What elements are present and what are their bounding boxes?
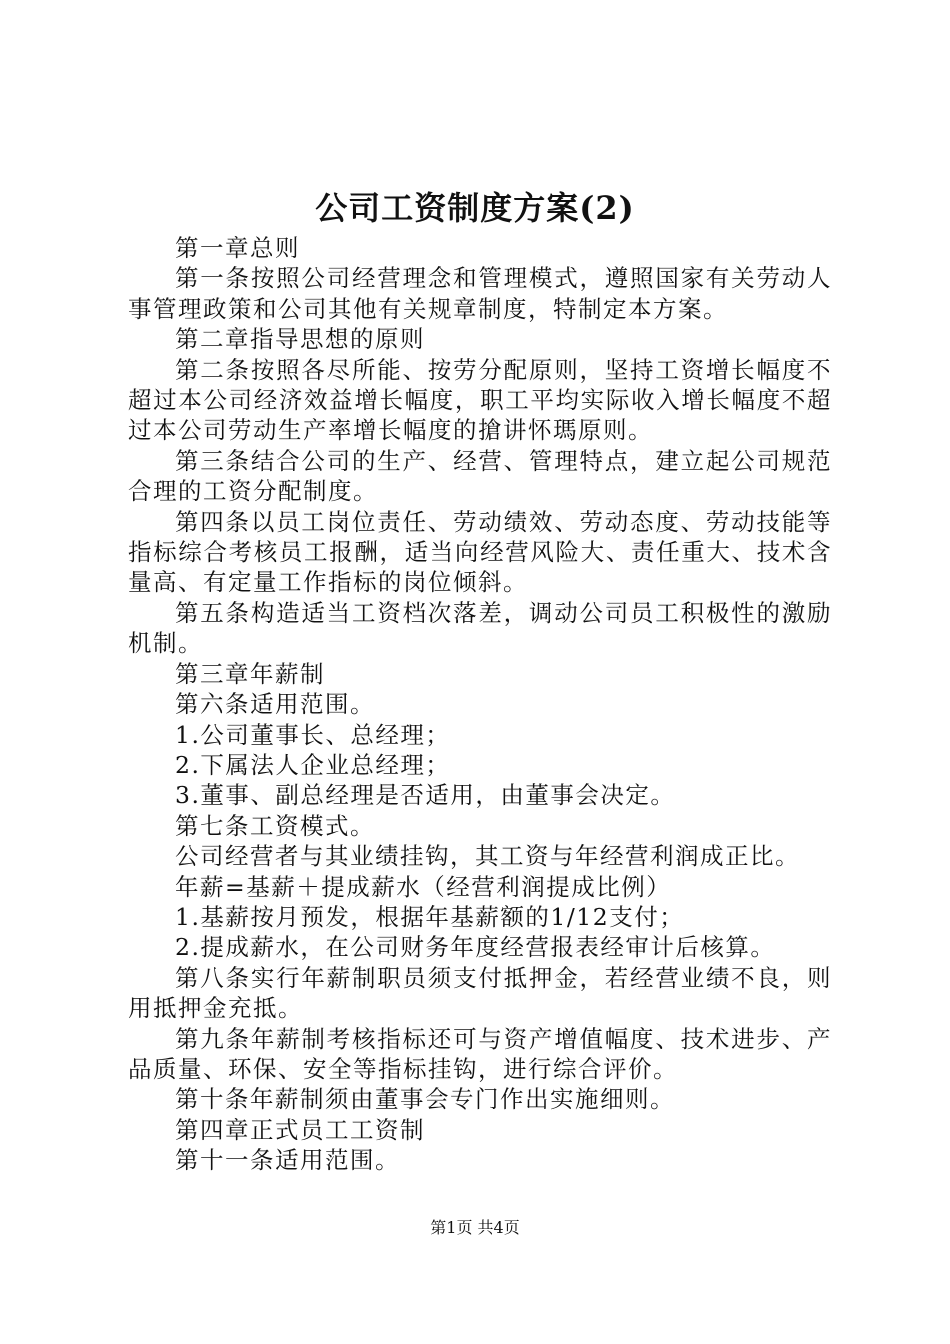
article-paragraph: 第八条实行年薪制职员须支付抵押金，若经营业绩不良，则用抵押金充抵。 xyxy=(128,963,832,1023)
body-paragraph: 公司经营者与其业绩挂钩，其工资与年经营利润成正比。 xyxy=(175,842,800,871)
page-footer: 第1页 共4页 xyxy=(430,1218,520,1237)
chapter-heading: 第四章正式员工工资制 xyxy=(175,1115,425,1144)
article-paragraph: 第五条构造适当工资档次落差，调动公司员工积极性的激励机制。 xyxy=(128,598,832,658)
list-item: 3.董事、副总经理是否适用，由董事会决定。 xyxy=(175,781,676,810)
list-item: 2.下属法人企业总经理； xyxy=(175,750,451,779)
chapter-heading: 第三章年薪制 xyxy=(175,659,325,688)
list-item: 1.基薪按月预发，根据年基薪额的1/12支付； xyxy=(175,902,685,931)
article-paragraph: 第十条年薪制须由董事会专门作出实施细则。 xyxy=(175,1085,675,1114)
article-paragraph: 第六条适用范围。 xyxy=(175,690,375,719)
article-paragraph: 第十一条适用范围。 xyxy=(175,1146,400,1175)
article-paragraph: 第七条工资模式。 xyxy=(175,811,375,840)
article-paragraph: 第四条以员工岗位责任、劳动绩效、劳动态度、劳动技能等指标综合考核员工报酬，适当向经营风险大、责任重大、技术含量高、有定量工作指标的岗位倾斜。 xyxy=(128,507,832,597)
article-paragraph: 第二条按照各尽所能、按劳分配原则，坚持工资增长幅度不超过本公司经济效益增长幅度，职工平均实际收入增长幅度不超过本公司劳动生产率增长幅度的搶讲怀瑪原则。 xyxy=(128,355,832,445)
article-paragraph: 第九条年薪制考核指标还可与资产增值幅度、技术进步、产品质量、环保、安全等指标挂钩，进行综合评价。 xyxy=(128,1024,832,1083)
list-item: 2.提成薪水，在公司财务年度经营报表经审计后核算。 xyxy=(175,933,776,962)
chapter-heading: 第二章指导思想的原则 xyxy=(175,325,425,354)
formula-paragraph: 年薪=基薪＋提成薪水（经营利润提成比例） xyxy=(175,872,672,901)
list-item: 1.公司董事长、总经理； xyxy=(175,720,451,749)
article-paragraph: 第一条按照公司经营理念和管理模式，遵照国家有关劳动人事管理政策和公司其他有关规章制度，特制定本方案。 xyxy=(128,264,832,323)
document-title: 公司工资制度方案(2) xyxy=(315,189,635,227)
document-body xyxy=(128,233,832,1176)
chapter-heading: 第一章总则 xyxy=(175,234,300,262)
article-paragraph: 第三条结合公司的生产、经营、管理特点，建立起公司规范合理的工资分配制度。 xyxy=(128,446,832,506)
